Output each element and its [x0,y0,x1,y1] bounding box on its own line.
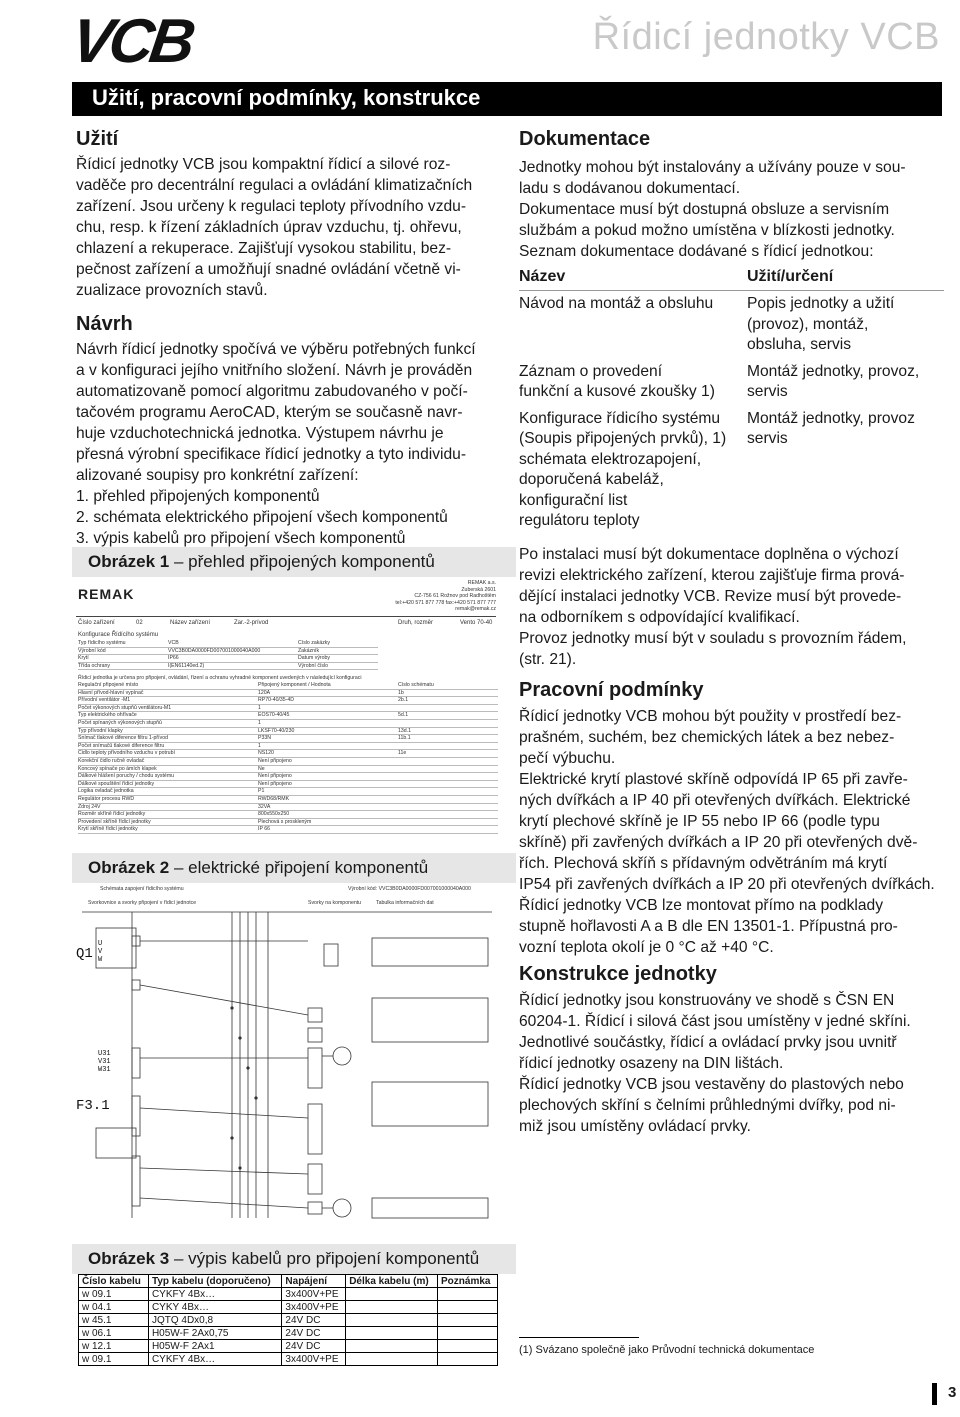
cable-cell [438,1353,498,1366]
config-cell: Čidlo teploty přívodního vzduchu v potrubí [78,750,175,757]
dokumentace-line: Seznam dokumentace dodávané s řídicí jednotkou: [519,243,874,260]
terminal-f31: F3.1 [76,1098,110,1114]
config-cell [398,743,488,750]
config-row [78,655,378,663]
cable-cell: 24V DC [282,1327,346,1340]
pracovni-line: pečí výbuchu. [519,750,616,767]
address-line: Zuberská 2601 [461,586,496,593]
cable-cell: 3x400V+PE [282,1301,346,1314]
cable-cell: w 09.1 [79,1288,149,1301]
cable-cell: JQTQ 4Dx0,8 [148,1314,281,1327]
doc-rows [519,294,944,538]
config-cell [398,781,488,788]
config-row [78,663,378,671]
doc-use-line: (provoz), montáž, [747,315,869,333]
config-cell: 1 [258,704,261,711]
doc-use-line: obsluha, servis [747,336,852,353]
config-cell: Dálkové hlášení poruchy / chodu systému [78,773,175,780]
config-row [78,720,498,728]
pracovni-line: řích. Plechová skříň s přídavným odvětráním má krytí [519,855,888,872]
config-cell: Plechová s proskleným [258,818,312,825]
uziti-line: chu, resp. k řízení základních úprav vzduchu, tj. ohřevu, [76,219,462,236]
config-intro: Řídicí jednotka je určena pro připojení, ovládání, řízení a ochranu vyhradné komponent uvedených v následující konfiguraci [78,675,362,681]
config-cell: P33N [258,735,271,742]
dokumentace-text [519,157,944,262]
uziti-line: vaděče pro decentrální regulaci a ovládání klimatizačních [76,177,473,194]
config-cell: Hlavní přívod-hlavní vypínač [78,689,144,696]
terminal-w: W [98,956,103,964]
cable-row [79,1314,498,1327]
dokumentace-after-line: Po instalaci musí být dokumentace doplněna o výchozí [519,546,899,563]
config-cell: EOS70-40/45 [258,712,290,719]
cable-header-cell: Číslo kabelu [79,1275,149,1288]
config-cell [398,811,488,818]
pracovni-line: krytí plechové skříně je IP 55 nebo IP 66 (podle typu [519,813,880,830]
config-cell: Číslo schématu [398,682,434,688]
cislo-label: Číslo zařízení [78,620,115,626]
heading-konstrukce: Konstrukce jednotky [519,963,717,985]
doc-name-cell [519,409,747,532]
nazev-label: Název zařízení [170,620,211,626]
doc-name-line: Návod na montáž a obsluhu [519,295,714,312]
config-cell: Regulační připojené místo [78,682,139,688]
heading-navrh: Návrh [76,313,133,335]
navrh-line: huje vzduchotechnická jednotka. Výstupem návrhu je [76,425,444,442]
uziti-line: Řídicí jednotky VCB jsou kompaktní řídicí a silové roz- [76,156,451,173]
pracovni-line: Elektrické krytí plastové skříně odpovídá IP 65 při zavře- [519,771,908,788]
config-cell: Krytí [78,655,89,662]
section-title: Užití, pracovní podmínky, konstrukce [92,85,481,110]
svorky-num: Svorky na komponentu [308,900,362,906]
vyrobni-kod: Výrobní kód: VVC3B0DA0000FD007001000040A000 [348,886,471,892]
pracovni-line: Řídicí jednotky VCB lze montovat přímo na podklady [519,897,884,914]
table-rule [519,290,944,291]
pracovni-line: IP54 při zavřených dvířkách a IP 20 při otevřených dvířkách. [519,876,935,893]
doc-use-cell [747,362,943,403]
figure2-wiring-schematic [72,886,500,1222]
config-cell [398,766,488,773]
dokumentace-after-line: Provoz jednotky musí být v souladu s provozním řádem, [519,630,907,647]
config-cell [398,804,488,811]
config-cell: P1 [258,788,265,795]
cable-cell: w 09.1 [79,1353,149,1366]
config-row [78,781,498,789]
config-cell: Třída ochrany [78,662,111,669]
cable-cell [438,1327,498,1340]
terminal-q1: Q1 [76,946,93,962]
config-row [78,648,378,656]
heading-pracovni: Pracovní podmínky [519,679,704,701]
config-cell: Typ elektrického ohřívače [78,712,137,719]
config-row [78,788,498,796]
config-cell: RP70-40/35-4D [258,697,295,704]
cable-cell: 24V DC [282,1340,346,1353]
uziti-line: pečnost zařízení a umožňují snadné ovládání včetně vi- [76,261,461,278]
config-cell: Výrobní číslo [298,662,328,669]
config-cell [398,826,488,833]
cable-cell [438,1314,498,1327]
konstrukce-text [519,990,944,1137]
cable-table [78,1274,498,1366]
doc-table-row [519,409,944,532]
konstrukce-line: Jednotlivé součástky, řídicí a ovládací prvky jsou uvnitř [519,1034,897,1051]
navrh-line: Návrh řídicí jednotky spočívá ve výběru potřebných funkcí [76,341,476,358]
address-line: remak@remak.cz [455,606,496,613]
config-cell: Počet spínaných výkonových stupňů [78,719,162,726]
col-header-nazev: Název [519,268,566,285]
config-cell: Zakázník [298,647,320,654]
doc-table-row [519,294,944,356]
config-table-b [78,682,498,834]
doc-name-line: Záznam o provedení [519,362,663,380]
uziti-line: chlazení a rekuperace. Zajišťují vysokou stabilitu, bez- [76,240,452,257]
dokumentace-after-line: na odborníkem s odpovídající kvalifikací. [519,609,800,626]
cable-cell: H05W-F 2Ax0,75 [148,1327,281,1340]
config-cell: Výrobní kód [78,647,106,654]
cable-row [79,1301,498,1314]
cable-row [79,1288,498,1301]
pracovni-line: skříně) při zavřených dvířkách a IP 20 při otevřených dvě- [519,834,918,851]
doc-name-line: regulátoru teploty [519,512,640,529]
config-cell: I(EN61140ed.2) [168,662,205,669]
terminal-u: U [98,940,103,948]
config-cell: 13d.1 [398,727,411,734]
config-row [78,697,498,705]
heading-dokumentace: Dokumentace [519,128,651,150]
konfig-title: Konfigurace Řídícího systému [78,632,159,638]
config-row [78,773,498,781]
config-cell [398,796,488,803]
config-cell: Není připojeno [258,780,292,787]
config-row [78,826,498,834]
config-row [78,804,498,812]
pracovni-line: stupně hořlavosti A a B dle EN 13501-1. Přípustná pro- [519,918,898,935]
config-row [78,640,378,648]
config-row [78,811,498,819]
cable-cell: H05W-F 2Ax1 [148,1340,281,1353]
cable-cell [346,1301,438,1314]
doc-use-cell [747,409,943,532]
navrh-line: 2. schémata elektrického připojení všech komponentů [76,509,448,526]
config-cell: Typ řídicího systému [78,640,126,646]
cable-cell: w 06.1 [79,1327,149,1340]
konstrukce-line: plechových skříní s čelními průhlednými dvířky, pod ni- [519,1097,896,1114]
config-row [78,750,498,758]
page-brand-title: Řídicí jednotky VCB [592,16,940,58]
schema-title: Schémata zapojení řídicího systému [100,886,184,892]
doc-name-cell [519,362,747,403]
cable-cell: 3x400V+PE [282,1288,346,1301]
cable-header-cell: Délka kabelu (m) [346,1275,438,1288]
uziti-text [76,154,506,301]
config-cell: 120A [258,689,271,696]
config-cell [398,819,488,826]
cable-header-cell: Napájení [282,1275,346,1288]
config-cell: Regulátor procesu RWD [78,795,135,802]
remak-address [395,580,496,613]
page-number-marker [932,1383,937,1405]
config-cell: VCB [168,640,179,646]
config-cell [398,788,488,795]
navrh-line: automatizovaně pomocí algoritmu zabudovaného v počí- [76,383,468,400]
config-cell: Krytí skříně řídicí jednotky [78,826,138,833]
dokumentace-line: ladu s dodávanou dokumentací. [519,180,741,197]
terminal-u31: U31 [98,1050,111,1058]
config-cell: Typ přívodní klapky [78,727,123,734]
navrh-line: přesná výrobní specifikace řídicí jednotky a tyto individu- [76,446,467,463]
config-cell: LKSF70-40/230 [258,727,295,734]
config-row [78,682,498,690]
config-cell [398,705,488,712]
doc-name-line: schémata elektrozapojení, [519,450,702,468]
doc-name-line: konfigurační list [519,491,628,509]
cable-row [79,1353,498,1366]
config-cell: 1b [398,689,404,696]
footnote: (1) Svázano společně jako Průvodní technická dokumentace [519,1344,815,1356]
config-row [78,819,498,827]
terminal-v31: V31 [98,1058,111,1066]
config-cell: Přívodní ventilátor -M1 [78,697,131,704]
tabulka-title: Tabulka informačních dat [376,900,434,906]
config-row [78,796,498,804]
col-header-uziti: Užití/určení [747,268,834,285]
config-cell: 11b.1 [398,735,411,742]
doc-use-line: Montáž jednotky, provoz [747,409,915,427]
address-line: REMAK a.s. [467,580,496,586]
cable-cell [346,1327,438,1340]
config-cell [398,758,488,765]
config-cell: Počet výkonových stupňů ventilátoru-M1 [78,704,172,711]
dokumentace-after-line: (str. 21). [519,651,577,668]
config-cell: 32VA [258,803,271,810]
config-row [78,758,498,766]
pracovni-line: Řídicí jednotky VCB mohou být použity v prostředí bez- [519,708,902,725]
konstrukce-line: Řídicí jednotky jsou konstruovány ve shodě s ČSN EN [519,992,895,1009]
footnote-rule [519,1337,639,1338]
config-cell: VVC3B0DA0000FD007001000040A000 [168,647,261,654]
cable-cell [346,1340,438,1353]
doc-table-row [519,362,944,403]
nazev-value: Zar.-2-prívod [234,620,269,626]
cislo-value: 02 [136,620,143,626]
config-row [78,735,498,743]
doc-name-line: funkční a kusové zkoušky 1) [519,383,715,400]
cable-cell [346,1314,438,1327]
config-cell: 1 [258,742,261,749]
cable-cell: CYKY 4Bx… [148,1301,281,1314]
pracovni-text [519,706,944,958]
remak-logo: REMAK [78,586,135,602]
cable-cell [438,1288,498,1301]
figure1-component-overview [72,580,500,833]
navrh-line: alizované soupisy pro konkrétní zařízení: [76,467,359,484]
druh-label: Druh, rozměr [398,620,434,626]
heading-uziti: Užití [76,128,119,150]
wiring-diagram [72,908,500,1222]
config-row [78,743,498,751]
druh-value: Vento 70-40 [460,620,493,626]
config-cell: Snímač tlakové diference filtru 1-přívod [78,735,168,742]
config-row [78,766,498,774]
konstrukce-line: 60204-1. Řídicí i silová část jsou umístěny v jedné skříni. [519,1013,911,1030]
cable-row [79,1327,498,1340]
pracovni-line: vozní teplota okolí je 0 °C až +40 °C. [519,939,774,956]
cable-cell: 3x400V+PE [282,1353,346,1366]
config-table-a [78,640,378,670]
konstrukce-line: Řídicí jednotky VCB jsou vestavěny do plastových nebo [519,1076,904,1093]
figure3-caption: Obrázek 3 – výpis kabelů pro připojení komponentů [72,1244,516,1274]
config-cell: Korekční čidlo ručně ovladač [78,757,145,764]
vcb-logo: VCB [67,7,196,76]
dokumentace-after-line: dějící instalaci jednotky VCB. Revize musí být provede- [519,588,902,605]
figure1-caption: Obrázek 1 – přehled připojených komponentů [72,547,516,577]
config-row [78,705,498,713]
config-cell: 11e [398,750,407,757]
config-cell: 1 [258,719,261,726]
navrh-line: 1. přehled připojených komponentů [76,488,320,505]
config-cell [398,720,488,727]
config-cell: Dálkové spouštění řídicí jednotky [78,780,155,787]
cable-cell [438,1340,498,1353]
doc-use-line: Popis jednotky a užití [747,295,895,312]
dokumentace-line: Dokumentace musí být dostupná obsluze a servisním [519,201,890,218]
navrh-line: a v konfiguraci jejího vnitřního složení. Návrh je prováděn [76,362,473,379]
uziti-line: zualizace provozních stavů. [76,282,268,299]
cable-header-cell: Typ kabelu (doporučeno) [148,1275,281,1288]
konstrukce-line: řídicí jednotky osazeny na DIN lištách. [519,1055,784,1072]
config-cell: Rozměr skříně řídicí jednotky [78,811,146,818]
config-cell: Není připojeno [258,773,292,780]
config-cell: Připojený komponent / Hodnota [258,682,331,688]
navrh-text [76,339,506,549]
address-line: tel:+420 571 877 778 fax:+420 571 877 777 [395,599,496,606]
dokumentace-after-line: revizi elektrického zařízení, kterou zajišťuje firma prová- [519,567,905,584]
doc-name-line: (Soupis připojených prvků), 1) [519,430,727,447]
terminal-w31: W31 [98,1066,111,1074]
dokumentace-after [519,544,944,670]
config-cell: 5d.1 [398,712,409,719]
config-row [78,728,498,736]
page-number: 3 [948,1384,957,1401]
cable-cell: 24V DC [282,1314,346,1327]
doc-name-line: doporučená kabeláž, [519,471,664,488]
svorky-title: Svorkovnice a svorky připojení v řídicí jednotce [88,900,197,906]
config-cell: Logika ovladač jednotka [78,788,134,795]
pracovni-line: ných dvířkách a IP 40 při otevřených dvířkách. Elektrické [519,792,911,809]
config-cell: Ne [258,765,265,772]
config-cell: Číslo zakázky [298,640,330,646]
address-line: CZ-756 61 Rožnov pod Radhoštěm [414,593,496,600]
config-cell: Počet snímačů tlakové diference filtru [78,742,165,749]
config-cell: Zdroj 24V [78,803,101,810]
config-cell: NS120 [258,750,274,757]
dokumentace-line: Jednotky mohou být instalovány a užívány pouze v sou- [519,159,906,176]
documentation-table [519,266,944,536]
doc-use-line: servis [747,430,788,447]
config-cell: Datum výroby [298,655,330,662]
cable-row [79,1340,498,1353]
pracovni-line: prašném, suchém, bez chemických látek a bez nebez- [519,729,895,746]
config-cell: Provedení skříně řídicí jednotky [78,818,151,825]
config-cell: 800x550x250 [258,811,290,818]
cable-cell: w 04.1 [79,1301,149,1314]
cable-cell: w 12.1 [79,1340,149,1353]
config-cell: Není připojeno [258,757,292,764]
navrh-line: tačovém programu AeroCAD, kterým se současně navr- [76,404,463,421]
cable-cell [346,1288,438,1301]
konstrukce-line: miž jsou umístěny ovládací prvky. [519,1118,751,1135]
cable-cell [438,1301,498,1314]
config-cell: IP 66 [258,826,271,833]
doc-use-line: Montáž jednotky, provoz, [747,362,920,380]
cable-cell: CYKFY 4Bx… [148,1353,281,1366]
config-cell: RWD68/RMK [258,795,290,802]
cable-cell: w 45.1 [79,1314,149,1327]
dokumentace-line: službám a pokud možno umístěna v blízkosti jednotky. [519,222,895,239]
doc-use-line: servis [747,383,788,400]
config-cell: IP66 [168,655,179,662]
doc-name-cell [519,294,747,356]
cable-cell [346,1353,438,1366]
cable-header-cell: Poznámka [438,1275,498,1288]
navrh-line: 3. výpis kabelů pro připojení všech komponentů [76,530,406,547]
figure2-caption: Obrázek 2 – elektrické připojení komponentů [72,853,516,883]
config-cell: 2b.1 [398,697,409,704]
cable-cell: CYKFY 4Bx… [148,1288,281,1301]
config-row [78,690,498,698]
doc-name-line: Konfigurace řídicího systému [519,409,721,427]
terminal-v: V [98,948,103,956]
config-cell: Koncový spínače po ámích klapek [78,765,157,772]
uziti-line: zařízení. Jsou určeny k regulaci teploty přívodního vzdu- [76,198,467,215]
config-row [78,712,498,720]
divider [76,616,496,617]
config-cell [398,773,488,780]
doc-use-cell [747,294,943,356]
